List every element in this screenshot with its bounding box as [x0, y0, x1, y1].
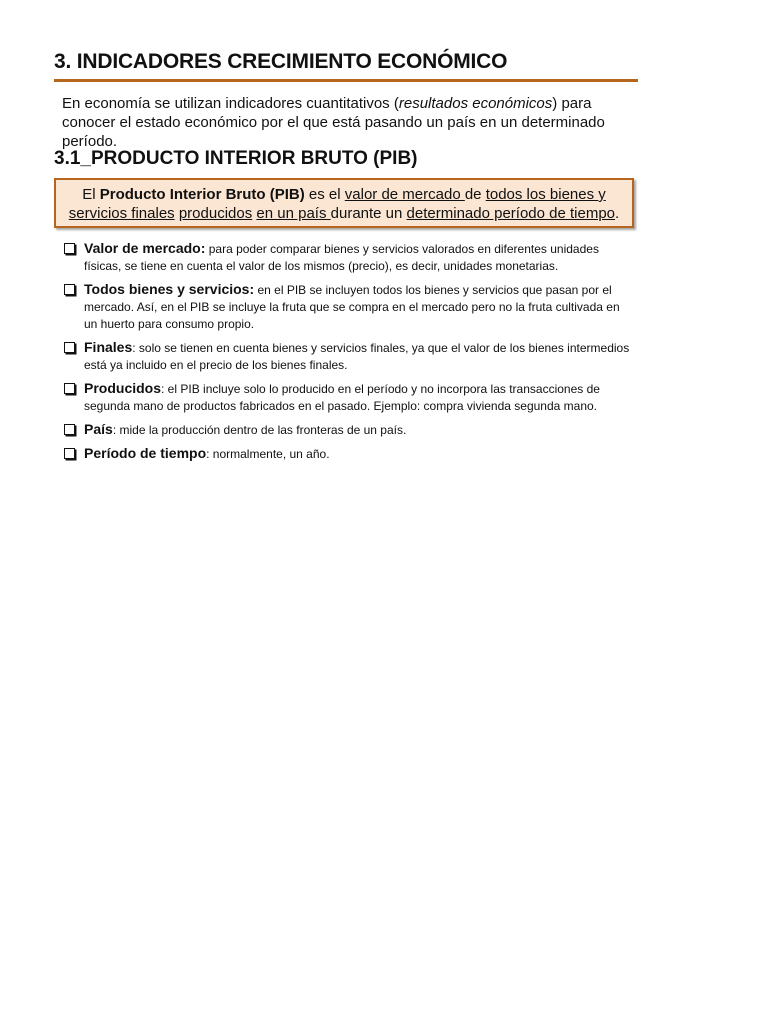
def-text-7: .	[615, 205, 620, 222]
checkbox-bullet-icon	[64, 284, 75, 295]
checkbox-bullet-icon	[64, 383, 75, 394]
intro-text-2: ) para conocer el estado económico por el que está pasando un país en un determinado período.	[62, 95, 605, 150]
def-underline-valor: valor de mercado	[344, 186, 465, 203]
definition-box	[54, 178, 634, 228]
def-underline-pais: en un país	[256, 205, 331, 222]
intro-paragraph	[62, 94, 632, 151]
bullet-text: para poder comparar bienes y servicios valorados en diferentes unidades físicas, se tiene en cuenta el valor de los mismos (precio), es decir, unidades monetarias.	[84, 242, 599, 273]
intro-italic: resultados económicos	[398, 95, 553, 112]
def-underline-periodo: determinado período de tiempo	[406, 205, 616, 222]
bullet-term: Período de tiempo	[84, 445, 207, 461]
list-item	[64, 380, 634, 415]
def-underline-producidos: producidos	[178, 205, 253, 222]
def-term-pib: Producto Interior Bruto (PIB)	[99, 186, 305, 203]
def-text-2: es el	[304, 186, 345, 203]
title-underline	[54, 79, 638, 82]
def-text-6: durante un	[330, 205, 407, 222]
list-item	[64, 445, 634, 463]
checkbox-bullet-icon	[64, 243, 75, 254]
def-text-3: de	[464, 186, 486, 203]
def-underline-bienes: todos los bienes y servicios finales	[68, 186, 606, 222]
list-item	[64, 281, 634, 333]
bullet-term: País	[84, 421, 113, 437]
bullet-list	[64, 240, 634, 469]
bullet-text: : mide la producción dentro de las fronteras de un país.	[112, 423, 407, 437]
checkbox-bullet-icon	[64, 342, 75, 353]
bullet-term: Valor de mercado:	[84, 240, 206, 256]
bullet-text: en el PIB se incluyen todos los bienes y servicios que pasan por el mercado. Así, en el PIB se incluye la fruta que se compra en el mercado pero no la fruta cultivada en un huerto para consumo propio.	[84, 283, 620, 331]
bullet-text: : normalmente, un año.	[206, 447, 330, 461]
checkbox-bullet-icon	[64, 448, 75, 459]
bullet-text: : el PIB incluye solo lo producido en el período y no incorpora las transacciones de segunda mano de productos fabricados en el pasado. Ejemplo: compra vivienda segunda mano.	[84, 382, 600, 413]
list-item	[64, 240, 634, 275]
bullet-term: Producidos	[84, 380, 162, 396]
subsection-title: 3.1_PRODUCTO INTERIOR BRUTO (PIB)	[54, 148, 418, 169]
section-title: 3. INDICADORES CRECIMIENTO ECONÓMICO	[54, 50, 508, 73]
checkbox-bullet-icon	[64, 424, 75, 435]
bullet-text: : solo se tienen en cuenta bienes y servicios finales, ya que el valor de los bienes intermedios está ya incluido en el precio de los bienes finales.	[84, 341, 630, 372]
bullet-term: Todos bienes y servicios:	[84, 281, 255, 297]
list-item	[64, 339, 634, 374]
list-item	[64, 421, 634, 439]
def-text-1: El	[82, 186, 100, 203]
bullet-term: Finales	[84, 339, 133, 355]
intro-text-1: En economía se utilizan indicadores cuantitativos (	[62, 95, 399, 112]
